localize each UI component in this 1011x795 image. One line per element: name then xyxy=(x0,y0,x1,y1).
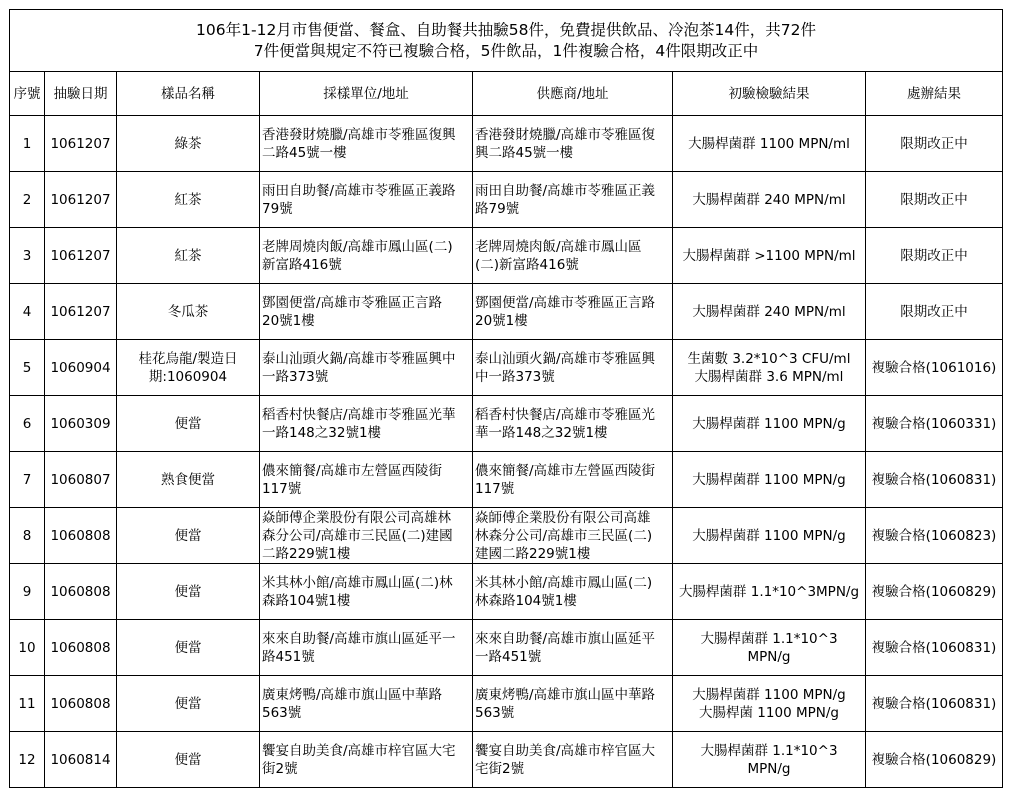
handling-result: 複驗合格(1060829) xyxy=(866,564,1003,620)
title-line-2: 7件便當與規定不符已複驗合格，5件飲品，1件複驗合格，4件限期改正中 xyxy=(253,41,759,60)
inspection-report xyxy=(9,9,1002,788)
initial-test-result-line: 大腸桿菌群 1100 MPN/ml xyxy=(688,135,850,152)
supplier-address-line: 一路451號 xyxy=(475,648,542,665)
supplier-address xyxy=(473,676,673,732)
handling-result: 限期改正中 xyxy=(866,284,1003,340)
header-row xyxy=(10,72,1003,116)
sample-name-line: 紅茶 xyxy=(174,191,202,208)
sampling-unit-address xyxy=(260,172,473,228)
sampling-unit-address-line: 森路104號1樓 xyxy=(262,592,351,609)
supplier-address xyxy=(473,340,673,396)
sample-name xyxy=(117,340,260,396)
sample-name-line: 綠茶 xyxy=(174,135,202,152)
handling-result: 複驗合格(1060829) xyxy=(866,732,1003,788)
initial-test-result xyxy=(673,564,866,620)
supplier-address-line: 儂來簡餐/高雄市左營區西陵街 xyxy=(475,462,656,479)
handling-result: 複驗合格(1060831) xyxy=(866,452,1003,508)
row-number: 6 xyxy=(10,396,45,452)
row-number: 3 xyxy=(10,228,45,284)
supplier-address-line: 雨田自助餐/高雄市苓雅區正義 xyxy=(475,182,656,199)
initial-test-result-line: 大腸桿菌群 240 MPN/ml xyxy=(692,303,846,320)
handling-result: 複驗合格(1061016) xyxy=(866,340,1003,396)
initial-test-result-line: 大腸桿菌 1100 MPN/g xyxy=(699,704,839,721)
sample-name-line: 期:1060904 xyxy=(148,368,228,385)
sampling-unit-address xyxy=(260,564,473,620)
header-no: 序號 xyxy=(10,72,45,116)
sample-name xyxy=(117,396,260,452)
initial-test-result-line: 大腸桿菌群 1.1*10^3 xyxy=(700,742,838,759)
sampling-unit-address-line: 二路45號一樓 xyxy=(262,144,347,161)
supplier-address-line: 建國二路229號1樓 xyxy=(475,545,591,562)
sampling-unit-address-line: 廣東烤鴨/高雄市旗山區中華路 xyxy=(262,686,443,703)
row-number: 8 xyxy=(10,508,45,564)
initial-test-result-line: 大腸桿菌群 1.1*10^3MPN/g xyxy=(678,583,860,600)
initial-test-result xyxy=(673,452,866,508)
supplier-address-line: 饗宴自助美食/高雄市梓官區大 xyxy=(475,742,656,759)
sampling-unit-address-line: 老牌周燒肉飯/高雄市鳳山區(二) xyxy=(262,238,453,255)
header-sampling-unit: 採樣單位/地址 xyxy=(260,72,473,116)
supplier-address xyxy=(473,452,673,508)
sampling-unit-address-line: 雨田自助餐/高雄市苓雅區正義路 xyxy=(262,182,456,199)
sampling-unit-address-line: 路451號 xyxy=(262,648,315,665)
handling-result: 複驗合格(1060831) xyxy=(866,620,1003,676)
sample-name-line: 紅茶 xyxy=(174,247,202,264)
sampling-unit-address-line: 一路373號 xyxy=(262,368,329,385)
row-number: 9 xyxy=(10,564,45,620)
supplier-address-line: 老牌周燒肉飯/高雄市鳳山區 xyxy=(475,238,642,255)
supplier-address-line: 鄧園便當/高雄市苓雅區正言路 xyxy=(475,294,656,311)
initial-test-result xyxy=(673,396,866,452)
supplier-address-line: 泰山汕頭火鍋/高雄市苓雅區興 xyxy=(475,350,656,367)
table-row xyxy=(10,452,1003,508)
supplier-address-line: 宅街2號 xyxy=(475,760,525,777)
sampling-unit-address-line: 儂來簡餐/高雄市左營區西陵街 xyxy=(262,462,443,479)
sampling-unit-address-line: 街2號 xyxy=(262,760,298,777)
sample-name xyxy=(117,620,260,676)
title-line-1: 106年1-12月市售便當、餐盒、自助餐共抽驗58件，免費提供飲品、冷泡茶14件，共72件 xyxy=(196,20,816,39)
initial-test-result-line: 大腸桿菌群 1100 MPN/g xyxy=(692,415,846,432)
table-row xyxy=(10,620,1003,676)
sample-name-line: 便當 xyxy=(174,583,202,600)
initial-test-result xyxy=(673,676,866,732)
sampling-unit-address xyxy=(260,732,473,788)
sampling-date: 1061207 xyxy=(45,284,117,340)
supplier-address-line: 117號 xyxy=(475,480,515,497)
sampling-unit-address-line: 泰山汕頭火鍋/高雄市苓雅區興中 xyxy=(262,350,456,367)
sample-name-line: 桂花烏龍/製造日 xyxy=(138,350,238,367)
sampling-unit-address-line: 焱師傅企業股份有限公司高雄林 xyxy=(262,509,451,526)
sampling-unit-address-line: 饗宴自助美食/高雄市梓官區大宅 xyxy=(262,742,456,759)
sampling-unit-address-line: 稻香村快餐店/高雄市苓雅區光華 xyxy=(262,406,456,423)
sample-name-line: 便當 xyxy=(174,415,202,432)
sampling-date: 1060808 xyxy=(45,508,117,564)
supplier-address-line: 廣東烤鴨/高雄市旗山區中華路 xyxy=(475,686,656,703)
initial-test-result xyxy=(673,620,866,676)
sampling-unit-address-line: 來來自助餐/高雄市旗山區延平一 xyxy=(262,630,456,647)
initial-test-result xyxy=(673,340,866,396)
table-row xyxy=(10,508,1003,564)
sampling-unit-address-line: 563號 xyxy=(262,704,302,721)
row-number: 1 xyxy=(10,116,45,172)
sampling-unit-address xyxy=(260,508,473,564)
sample-name-line: 熟食便當 xyxy=(161,471,215,488)
table-body xyxy=(10,116,1003,788)
row-number: 10 xyxy=(10,620,45,676)
supplier-address-line: 路79號 xyxy=(475,200,520,217)
supplier-address-line: 焱師傅企業股份有限公司高雄 xyxy=(475,509,651,526)
header-date: 抽驗日期 xyxy=(45,72,117,116)
table-row xyxy=(10,116,1003,172)
sample-name xyxy=(117,116,260,172)
supplier-address xyxy=(473,732,673,788)
initial-test-result xyxy=(673,228,866,284)
sampling-unit-address-line: 一路148之32號1樓 xyxy=(262,424,382,441)
sample-name xyxy=(117,228,260,284)
sampling-date: 1060808 xyxy=(45,564,117,620)
supplier-address xyxy=(473,284,673,340)
sample-name-line: 便當 xyxy=(174,751,202,768)
table-row xyxy=(10,284,1003,340)
sampling-unit-address-line: 森分公司/高雄市三民區(二)建國 xyxy=(262,527,453,544)
initial-test-result-line: 大腸桿菌群 >1100 MPN/ml xyxy=(682,247,856,264)
sample-name-line: 冬瓜茶 xyxy=(167,303,209,320)
supplier-address-line: 華一路148之32號1樓 xyxy=(475,424,608,441)
sampling-unit-address-line: 20號1樓 xyxy=(262,312,315,329)
sample-name xyxy=(117,732,260,788)
row-number: 4 xyxy=(10,284,45,340)
initial-test-result-line: 大腸桿菌群 240 MPN/ml xyxy=(692,191,846,208)
sampling-unit-address xyxy=(260,620,473,676)
initial-test-result xyxy=(673,508,866,564)
sampling-unit-address-line: 新富路416號 xyxy=(262,256,342,273)
supplier-address xyxy=(473,620,673,676)
handling-result: 複驗合格(1060331) xyxy=(866,396,1003,452)
supplier-address-line: 563號 xyxy=(475,704,515,721)
initial-test-result-line: MPN/g xyxy=(747,760,791,777)
table-row xyxy=(10,340,1003,396)
sampling-unit-address xyxy=(260,116,473,172)
row-number: 12 xyxy=(10,732,45,788)
supplier-address xyxy=(473,116,673,172)
sampling-unit-address xyxy=(260,452,473,508)
initial-test-result xyxy=(673,172,866,228)
sampling-unit-address-line: 香港發財燒臘/高雄市苓雅區復興 xyxy=(262,126,456,143)
header-supplier: 供應商/地址 xyxy=(473,72,673,116)
sampling-unit-address xyxy=(260,284,473,340)
sampling-unit-address-line: 鄧園便當/高雄市苓雅區正言路 xyxy=(262,294,443,311)
table-row xyxy=(10,172,1003,228)
sampling-date: 1060814 xyxy=(45,732,117,788)
inspection-table xyxy=(9,9,1003,788)
supplier-address-line: 香港發財燒臘/高雄市苓雅區復 xyxy=(475,126,656,143)
supplier-address-line: 林森分公司/高雄市三民區(二) xyxy=(475,527,653,544)
sampling-date: 1060808 xyxy=(45,676,117,732)
sampling-date: 1060904 xyxy=(45,340,117,396)
table-row xyxy=(10,228,1003,284)
sample-name xyxy=(117,172,260,228)
supplier-address-line: 20號1樓 xyxy=(475,312,528,329)
sampling-unit-address xyxy=(260,676,473,732)
handling-result: 限期改正中 xyxy=(866,228,1003,284)
supplier-address-line: 林森路104號1樓 xyxy=(475,592,577,609)
initial-test-result-line: 大腸桿菌群 1100 MPN/g xyxy=(692,471,846,488)
supplier-address-line: 興二路45號一樓 xyxy=(475,144,574,161)
initial-test-result-line: MPN/g xyxy=(747,648,791,665)
initial-test-result-line: 大腸桿菌群 1100 MPN/g xyxy=(692,527,846,544)
header-handling: 處辦結果 xyxy=(866,72,1003,116)
sample-name xyxy=(117,676,260,732)
handling-result: 複驗合格(1060823) xyxy=(866,508,1003,564)
sampling-date: 1060808 xyxy=(45,620,117,676)
sample-name xyxy=(117,284,260,340)
row-number: 11 xyxy=(10,676,45,732)
sample-name xyxy=(117,452,260,508)
sample-name-line: 便當 xyxy=(174,639,202,656)
sample-name xyxy=(117,508,260,564)
initial-test-result xyxy=(673,284,866,340)
sampling-unit-address-line: 二路229號1樓 xyxy=(262,545,351,562)
sampling-unit-address-line: 79號 xyxy=(262,200,293,217)
table-row xyxy=(10,396,1003,452)
initial-test-result-line: 大腸桿菌群 1100 MPN/g xyxy=(692,686,846,703)
supplier-address xyxy=(473,228,673,284)
sampling-date: 1061207 xyxy=(45,228,117,284)
supplier-address-line: (二)新富路416號 xyxy=(475,256,579,273)
sampling-unit-address xyxy=(260,396,473,452)
sampling-unit-address-line: 117號 xyxy=(262,480,302,497)
supplier-address-line: 稻香村快餐店/高雄市苓雅區光 xyxy=(475,406,656,423)
supplier-address xyxy=(473,564,673,620)
row-number: 5 xyxy=(10,340,45,396)
supplier-address-line: 米其林小館/高雄市鳳山區(二) xyxy=(475,574,653,591)
sampling-date: 1060807 xyxy=(45,452,117,508)
sample-name xyxy=(117,564,260,620)
title-row xyxy=(10,10,1003,72)
initial-test-result xyxy=(673,116,866,172)
handling-result: 限期改正中 xyxy=(866,172,1003,228)
supplier-address xyxy=(473,508,673,564)
sample-name-line: 便當 xyxy=(174,527,202,544)
table-row xyxy=(10,732,1003,788)
sampling-date: 1060309 xyxy=(45,396,117,452)
sampling-unit-address-line: 米其林小館/高雄市鳳山區(二)林 xyxy=(262,574,453,591)
header-initial-result: 初驗檢驗結果 xyxy=(673,72,866,116)
sampling-unit-address xyxy=(260,228,473,284)
supplier-address xyxy=(473,172,673,228)
table-row xyxy=(10,676,1003,732)
sampling-date: 1061207 xyxy=(45,172,117,228)
supplier-address-line: 來來自助餐/高雄市旗山區延平 xyxy=(475,630,656,647)
row-number: 2 xyxy=(10,172,45,228)
sampling-unit-address xyxy=(260,340,473,396)
initial-test-result-line: 生菌數 3.2*10^3 CFU/ml xyxy=(687,350,851,367)
supplier-address-line: 中一路373號 xyxy=(475,368,555,385)
initial-test-result xyxy=(673,732,866,788)
sampling-date: 1061207 xyxy=(45,116,117,172)
supplier-address xyxy=(473,396,673,452)
initial-test-result-line: 大腸桿菌群 3.6 MPN/ml xyxy=(694,368,844,385)
table-row xyxy=(10,564,1003,620)
handling-result: 複驗合格(1060831) xyxy=(866,676,1003,732)
handling-result: 限期改正中 xyxy=(866,116,1003,172)
report-title xyxy=(10,10,1003,72)
row-number: 7 xyxy=(10,452,45,508)
header-sample: 樣品名稱 xyxy=(117,72,260,116)
sample-name-line: 便當 xyxy=(174,695,202,712)
initial-test-result-line: 大腸桿菌群 1.1*10^3 xyxy=(700,630,838,647)
